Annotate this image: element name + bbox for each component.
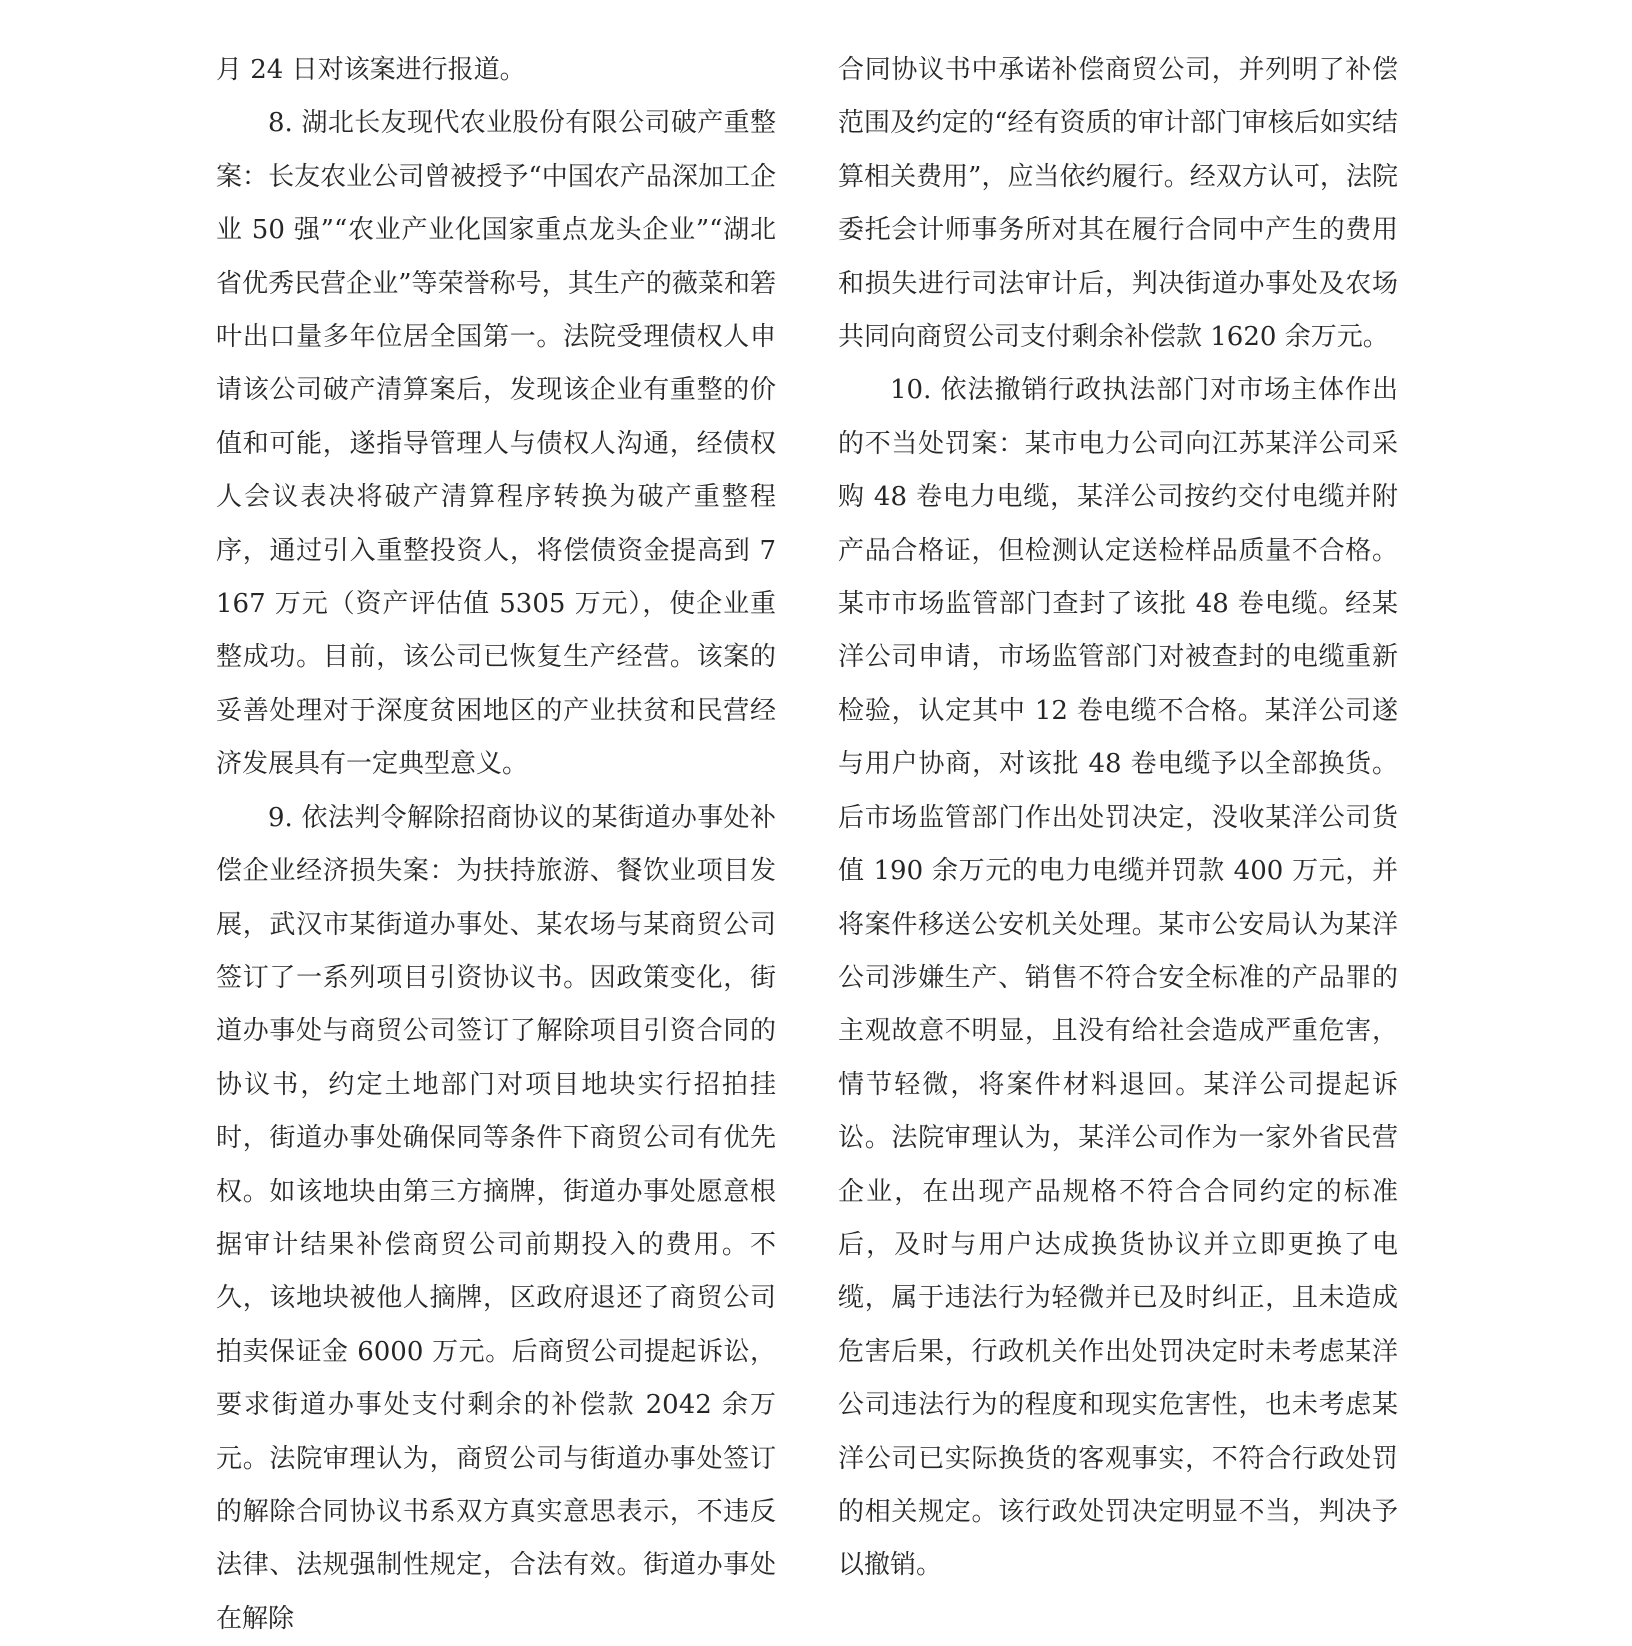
paragraph-case-8: 8. 湖北长友现代农业股份有限公司破产重整案：长友农业公司曾被授予“中国农产品深加工企业 50 强”“农业产业化国家重点龙头企业”“湖北省优秀民营企业”等荣誉称号，其生产的薇菜和箬叶出口量多年位居全国第一。法院受理债权人申请该公司破产清算案后，发现该企业有重整的价值和可能，遂指导管理人与债权人沟通，经债权人会议表决将破产清算程序转换为破产重整程序，通过引入重整投资人，将偿债资金提高到 7167 万元（资产评估值 5305 万元），使企业重整成功。目前，该公司已恢复生产经营。该案的妥善处理对于深度贫困地区的产业扶贫和民营经济发展具有一定典型意义。	[216, 108, 776, 780]
paragraph-case-10: 10. 依法撤销行政执法部门对市场主体作出的不当处罚案：某市电力公司向江苏某洋公司采购 48 卷电力电缆，某洋公司按约交付电缆并附产品合格证，但检测认定送检样品质量不合格。某市市场监管部门查封了该批 48 卷电缆。经某洋公司申请，市场监管部门对被查封的电缆重新检验，认定其中 12 卷电缆不合格。某洋公司遂与用户协商，对该批 48 卷电缆予以全部换货。后市场监管部门作出处罚决定，没收某洋公司货值 190 余万元的电力电缆并罚款 400 万元，并将案件移送公安机关处理。某市公安局认为某洋公司涉嫌生产、销售不符合安全标准的产品罪的主观故意不明显，且没有给社会造成严重危害，情节轻微，将案件材料退回。某洋公司提起诉讼。法院审理认为，某洋公司作为一家外省民营企业，在出现产品规格不符合合同约定的标准后，及时与用户达成换货协议并立即更换了电缆，属于违法行为轻微并已及时纠正，且未造成危害后果，行政机关作出处罚决定时未考虑某洋公司违法行为的程度和现实危害性，也未考虑某洋公司已实际换货的客观事实，不符合行政处罚的相关规定。该行政处罚决定明显不当，判决予以撤销。	[838, 375, 1398, 1581]
paragraph-case-9: 9. 依法判令解除招商协议的某街道办事处补偿企业经济损失案：为扶持旅游、餐饮业项目发展，武汉市某街道办事处、某农场与某商贸公司签订了一系列项目引资协议书。因政策变化，街道办事处与商贸公司签订了解除项目引资合同的协议书，约定土地部门对项目地块实行招拍挂时，街道办事处确保同等条件下商贸公司有优先权。如该地块由第三方摘牌，街道办事处愿意根据审计结果补偿商贸公司前期投入的费用。不久，该地块被他人摘牌，区政府退还了商贸公司拍卖保证金 6000 万元。后商贸公司提起诉讼，要求街道办事处支付剩余的补偿款 2042 余万元。法院审理认为，商贸公司与街道办事处签订的解除合同协议书系双方真实意思表示，不违反法律、法规强制性规定，合法有效。街道办事处在解除	[216, 802, 776, 1634]
paragraph-case-9-continued: 合同协议书中承诺补偿商贸公司，并列明了补偿范围及约定的“经有资质的审计部门审核后如实结算相关费用”，应当依约履行。经双方认可，法院委托会计师事务所对其在履行合同中产生的费用和损失进行司法审计后，判决街道办事处及农场共同向商贸公司支付剩余补偿款 1620 余万元。	[838, 55, 1398, 353]
right-column	[838, 44, 1398, 1593]
paragraph-continuation: 月 24 日对该案进行报道。	[216, 55, 526, 85]
left-column	[216, 44, 776, 1646]
